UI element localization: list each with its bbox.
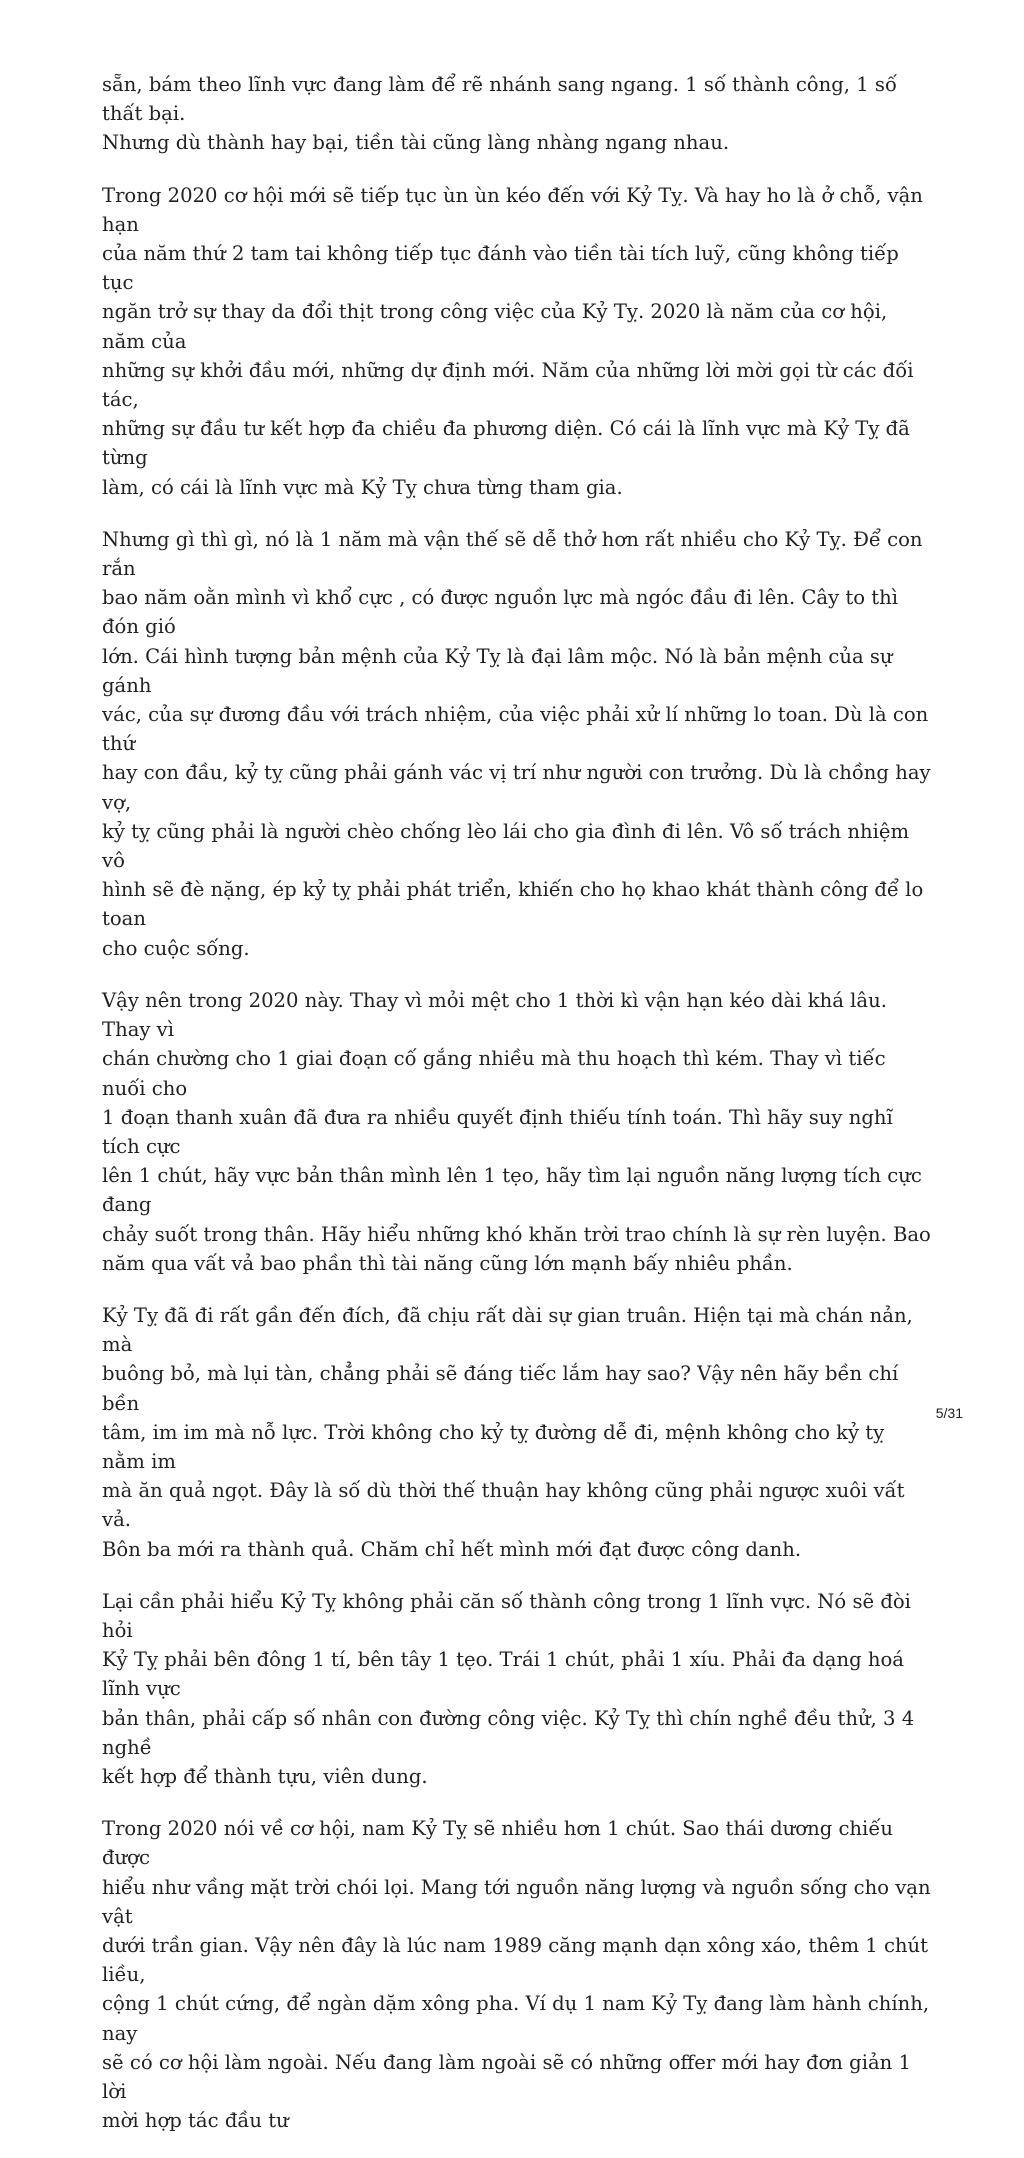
paragraph-7: Trong 2020 nói về cơ hội, nam Kỷ Tỵ sẽ nhiều hơn 1 chút. Sao thái dương chiếu được hiểu như vầng mặt trời chói lọi. Mang tới nguồn năng lượng và nguồn sống cho vạn vật dưới trần gian. Vậy nên đây là lúc nam 1989 căng mạnh dạn xông xáo, thêm 1 chút liều, cộng 1 chút cứng, để ngàn dặm xông pha. Ví dụ 1 nam Kỷ Tỵ đang làm hành chính, nay sẽ có cơ hội làm ngoài. Nếu đang làm ngoài sẽ có những offer mới hay đơn giản 1 lời mời hợp tác đầu tư	[102, 1817, 931, 2133]
page-number: 5/31	[935, 1405, 963, 1421]
document-body	[102, 70, 932, 2158]
paragraph-2: Trong 2020 cơ hội mới sẽ tiếp tục ùn ùn kéo đến với Kỷ Tỵ. Và hay ho là ở chỗ, vận hạn của năm thứ 2 tam tai không tiếp tục đánh vào tiền tài tích luỹ, cũng không tiếp tục ngăn trở sự thay da đổi thịt trong công việc của Kỷ Tỵ. 2020 là năm của cơ hội, năm của những sự khởi đầu mới, những dự định mới. Năm của những lời mời gọi từ các đối tác, những sự đầu tư kết hợp đa chiều đa phương diện. Có cái là lĩnh vực mà Kỷ Tỵ đã từng làm, có cái là lĩnh vực mà Kỷ Tỵ chưa từng tham gia.	[102, 183, 923, 499]
paragraph-5: Kỷ Tỵ đã đi rất gần đến đích, đã chịu rất dài sự gian truân. Hiện tại mà chán nản, mà buông bỏ, mà lụi tàn, chẳng phải sẽ đáng tiếc lắm hay sao? Vậy nên hãy bền chí bền tâm, im im mà nỗ lực. Trời không cho kỷ tỵ đường dễ đi, mệnh không cho kỷ tỵ nằm im mà ăn quả ngọt. Đây là số dù thời thế thuận hay không cũng phải ngược xuôi vất vả. Bôn ba mới ra thành quả. Chăm chỉ hết mình mới đạt được công danh.	[102, 1303, 913, 1561]
paragraph-4: Vậy nên trong 2020 này. Thay vì mỏi mệt cho 1 thời kì vận hạn kéo dài khá lâu. Thay vì chán chường cho 1 giai đoạn cố gắng nhiều mà thu hoạch thì kém. Thay vì tiếc nuối cho 1 đoạn thanh xuân đã đưa ra nhiều quyết định thiếu tính toán. Thì hãy suy nghĩ tích cực lên 1 chút, hãy vực bản thân mình lên 1 tẹo, hãy tìm lại nguồn năng lượng tích cực đang chảy suốt trong thân. Hãy hiểu những khó khăn trời trao chính là sự rèn luyện. Bao năm qua vất vả bao phần thì tài năng cũng lớn mạnh bấy nhiêu phần.	[102, 988, 931, 1275]
paragraph-1: sẵn, bám theo lĩnh vực đang làm để rẽ nhánh sang ngang. 1 số thành công, 1 số thất bại. Nhưng dù thành hay bại, tiền tài cũng làng nhàng ngang nhau.	[102, 73, 897, 155]
paragraph-3: Nhưng gì thì gì, nó là 1 năm mà vận thế sẽ dễ thở hơn rất nhiều cho Kỷ Tỵ. Để con rắn bao năm oằn mình vì khổ cực , có được nguồn lực mà ngóc đầu đi lên. Cây to thì đón gió lớn. Cái hình tượng bản mệnh của Kỷ Tỵ là đại lâm mộc. Nó là bản mệnh của sự gánh vác, của sự đương đầu với trách nhiệm, của việc phải xử lí những lo toan. Dù là con thứ hay con đầu, kỷ tỵ cũng phải gánh vác vị trí như người con trưởng. Dù là chồng hay vợ, kỷ tỵ cũng phải là người chèo chống lèo lái cho gia đình đi lên. Vô số trách nhiệm vô hình sẽ đè nặng, ép kỷ tỵ phải phát triển, khiến cho họ khao khát thành công để lo toan cho cuộc sống.	[102, 527, 931, 960]
paragraph-6: Lại cần phải hiểu Kỷ Tỵ không phải căn số thành công trong 1 lĩnh vực. Nó sẽ đòi hỏi Kỷ Tỵ phải bên đông 1 tí, bên tây 1 tẹo. Trái 1 chút, phải 1 xíu. Phải đa dạng hoá lĩnh vực bản thân, phải cấp số nhân con đường công việc. Kỷ Tỵ thì chín nghề đều thử, 3 4 nghề kết hợp để thành tựu, viên dung.	[102, 1589, 915, 1788]
